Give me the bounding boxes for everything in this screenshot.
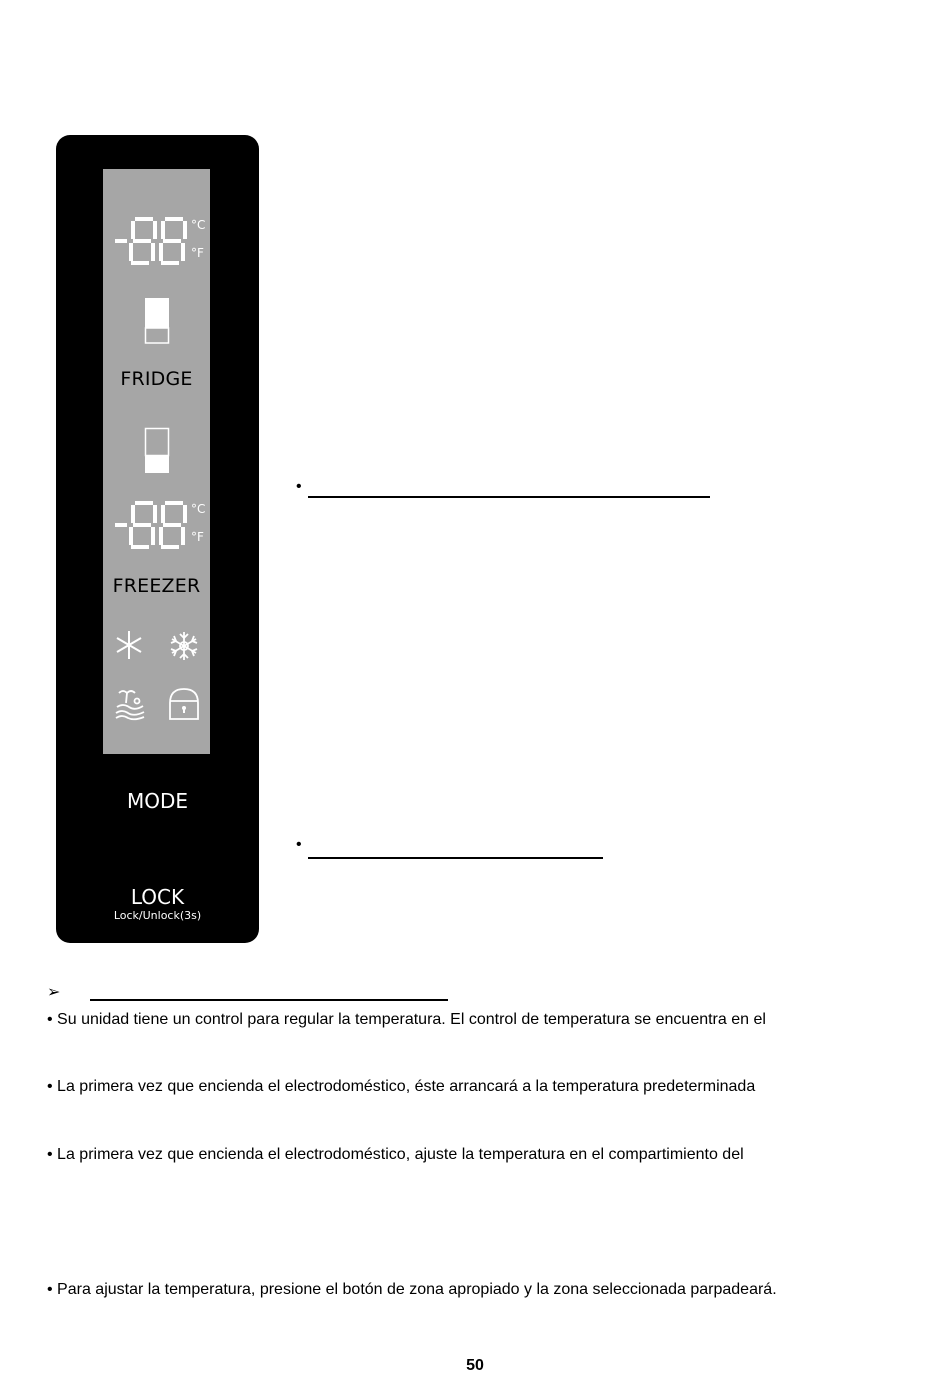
freezer-label: FREEZER [112, 575, 201, 597]
bullet-marker: • [296, 478, 302, 495]
section-arrow-marker: ➢ [47, 984, 61, 1001]
control-panel [56, 135, 259, 943]
lcd-display [103, 169, 210, 754]
snowflake-icon [168, 630, 200, 662]
lock-button[interactable] [56, 885, 259, 922]
holiday-icon [113, 687, 147, 721]
heading-underline [308, 496, 710, 498]
celsius-unit: °C [191, 218, 205, 232]
paragraph: • Su unidad tiene un control para regular la temperatura. El control de temperatura se encuentra en el [47, 1011, 766, 1028]
fahrenheit-unit: °F [191, 530, 204, 544]
fahrenheit-unit: °F [191, 246, 204, 260]
fridge-temp-display [113, 215, 205, 271]
paragraph: • La primera vez que encienda el electrodoméstico, éste arrancará a la temperatura predeterminada [47, 1078, 756, 1095]
freezer-temp-display [113, 499, 205, 555]
fridge-zone-icon [144, 297, 170, 345]
lock-button-label: LOCK [130, 885, 185, 909]
bullet-marker: • [296, 836, 302, 853]
lock-hint: Lock/Unlock(3s) [113, 909, 202, 922]
paragraph: • La primera vez que encienda el electrodoméstico, ajuste la temperatura en el compartimiento del [47, 1146, 744, 1163]
paragraph: • Para ajustar la temperatura, presione el botón de zona apropiado y la zona seleccionada parpadeará. [47, 1281, 777, 1298]
page-number: 50 [466, 1357, 484, 1374]
fridge-label: FRIDGE [120, 368, 193, 390]
super-freeze-icon [114, 630, 144, 660]
heading-underline [308, 857, 603, 859]
celsius-unit: °C [191, 502, 205, 516]
mode-button-label: MODE [126, 789, 189, 813]
section-heading-underline [90, 999, 448, 1001]
freezer-zone-icon [144, 427, 170, 475]
lock-icon [168, 687, 200, 721]
mode-button[interactable] [56, 789, 259, 813]
